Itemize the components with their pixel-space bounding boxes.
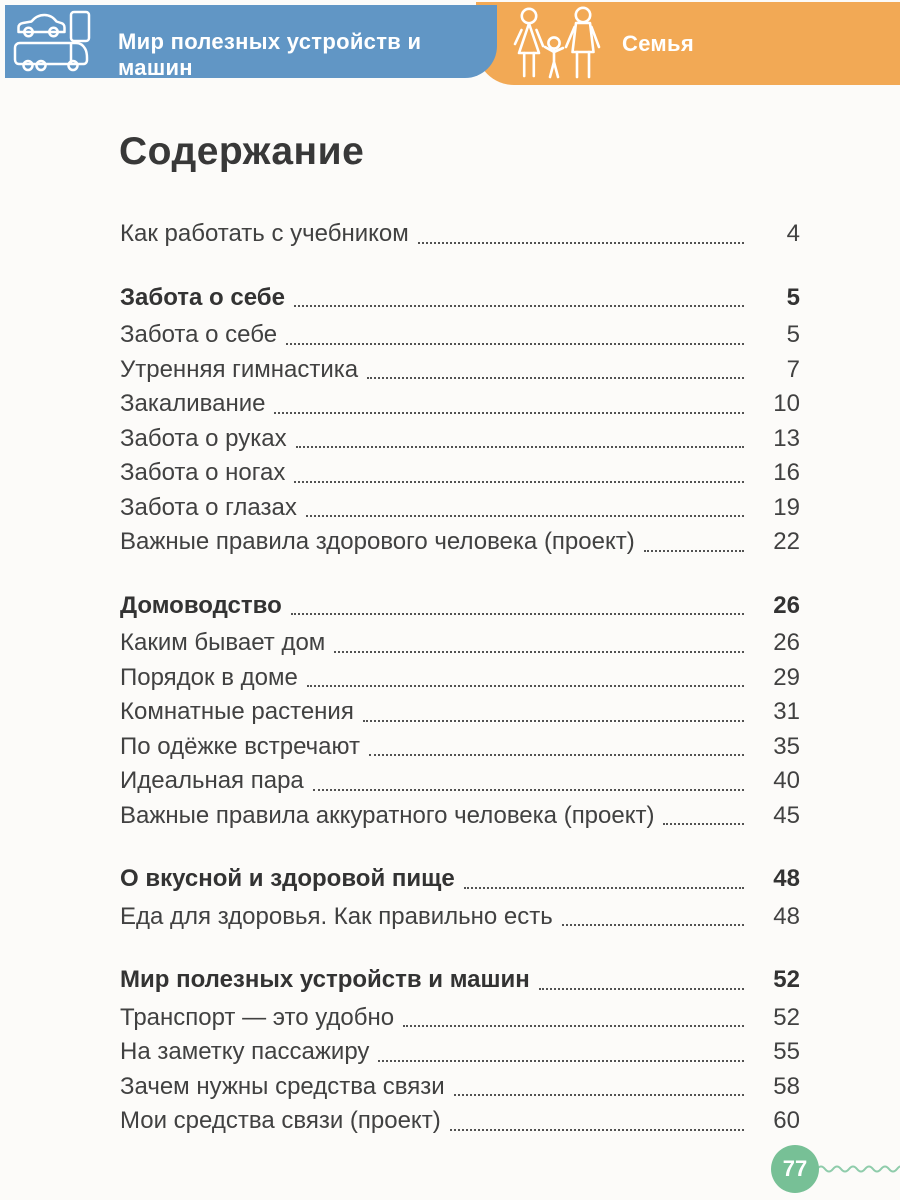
toc-entry-label: Важные правила здорового человека (проект): [120, 528, 635, 555]
toc-entry-page: 29: [773, 663, 800, 691]
page-title: Содержание: [119, 130, 365, 173]
smartphone-icon: [69, 10, 91, 43]
toc-entry-label: Домоводство: [120, 591, 282, 619]
dot-leader: [291, 613, 744, 615]
toc-entry-page: 52: [773, 966, 800, 993]
toc-entry-page: 45: [773, 801, 800, 829]
dot-leader: [644, 550, 744, 552]
toc-entry-page: 40: [773, 767, 800, 794]
toc-entry-label: Забота о руках: [120, 424, 287, 452]
toc-entry-label: Забота о себе: [120, 321, 278, 348]
header-left-tab: [5, 5, 497, 78]
toc-entry-label: Мои средства связи (проект): [120, 1107, 441, 1134]
toc-entry-label: Зачем нужны средства связи: [120, 1072, 445, 1100]
toc-row: [120, 1070, 800, 1105]
dot-leader: [306, 515, 744, 517]
toc-row: [120, 963, 800, 998]
header-right-tab: [476, 2, 900, 85]
header-left-label: Мир полезных устройств и машин: [118, 29, 422, 80]
dot-leader: [454, 1094, 744, 1096]
toc-entry-label: По одёжке встречают: [120, 732, 360, 760]
toc-entry-page: 13: [773, 424, 800, 452]
toc-row: [120, 900, 800, 935]
toc-row: [120, 387, 800, 422]
toc-entry-label: Забота о ногах: [120, 459, 286, 486]
toc-entry-page: 22: [773, 528, 800, 555]
dot-leader: [539, 988, 744, 990]
toc-entry-page: 16: [773, 459, 800, 486]
toc-row: [120, 318, 800, 353]
toc-entry-label: Важные правила аккуратного человека (проект): [120, 801, 655, 829]
toc-entry-label: Каким бывает дом: [120, 629, 326, 656]
toc-entry-label: Идеальная пара: [120, 767, 304, 794]
toc-row: [120, 525, 800, 560]
toc-entry-page: 31: [773, 698, 800, 725]
toc-entry-label: Утренняя гимнастика: [120, 355, 359, 383]
toc-row: [120, 353, 800, 388]
toc-entry-page: 10: [773, 390, 800, 417]
wavy-line-decoration: [816, 1161, 900, 1176]
dot-leader: [294, 305, 744, 307]
toc-row: [120, 661, 800, 696]
toc-row: [120, 764, 800, 799]
dot-leader: [334, 651, 744, 653]
toc-entry-label: Комнатные растения: [120, 698, 354, 725]
dot-leader: [307, 685, 744, 687]
toc-entry-label: На заметку пассажиру: [120, 1038, 370, 1065]
dot-leader: [562, 924, 744, 926]
dot-leader: [663, 823, 744, 825]
page-number: 77: [782, 1156, 808, 1181]
toc-entry-page: 48: [773, 865, 800, 892]
toc-entry-label: Забота о глазах: [120, 493, 297, 521]
dot-leader: [367, 377, 744, 379]
toc-entry-page: 48: [773, 902, 800, 930]
toc-entry-page: 35: [773, 732, 800, 760]
toc-entry-page: 26: [773, 591, 800, 619]
toc-entry-page: 5: [786, 283, 800, 311]
dot-leader: [274, 412, 744, 414]
toc-row: [120, 695, 800, 730]
toc-entry-page: 55: [773, 1038, 800, 1065]
dot-leader: [363, 720, 744, 722]
toc-row: [120, 862, 800, 897]
car-icon: [15, 11, 67, 38]
header-right-label: Семья: [622, 31, 694, 56]
page-number-badge: [771, 1145, 819, 1193]
toc-entry-label: О вкусной и здоровой пище: [120, 865, 455, 892]
toc-entry-label: Еда для здоровья. Как правильно есть: [120, 902, 553, 930]
dot-leader: [286, 343, 744, 345]
toc-entry-page: 60: [773, 1107, 800, 1134]
toc-row: [120, 589, 800, 624]
toc-row: [120, 491, 800, 526]
dot-leader: [464, 887, 744, 889]
toc-row: [120, 217, 800, 252]
family-icon: [508, 6, 612, 82]
toc-entry-label: Закаливание: [120, 390, 266, 417]
toc-row: [120, 1104, 800, 1139]
toc-entry-label: Порядок в доме: [120, 663, 298, 691]
toc-entry-page: 26: [773, 629, 800, 656]
toc-entry-label: Мир полезных устройств и машин: [120, 966, 530, 993]
toc-entry-page: 4: [786, 220, 800, 247]
toc-entry-page: 19: [773, 493, 800, 521]
toc-entry-label: Как работать с учебником: [120, 220, 409, 247]
dot-leader: [369, 754, 744, 756]
dot-leader: [296, 446, 744, 448]
dot-leader: [418, 242, 744, 244]
toc-entry-page: 7: [786, 355, 800, 383]
transport-icon-cluster: [13, 8, 103, 76]
toc-row: [120, 626, 800, 661]
toc-row: [120, 799, 800, 834]
toc-list: [120, 217, 800, 1139]
toc-entry-page: 52: [773, 1003, 800, 1031]
dot-leader: [403, 1025, 744, 1027]
dot-leader: [313, 789, 744, 791]
toc-row: [120, 422, 800, 457]
dot-leader: [378, 1060, 744, 1062]
dot-leader: [450, 1129, 744, 1131]
toc-row: [120, 1035, 800, 1070]
toc-entry-page: 58: [773, 1072, 800, 1100]
toc-row: [120, 281, 800, 316]
toc-entry-label: Транспорт — это удобно: [120, 1003, 395, 1031]
toc-entry-page: 5: [786, 321, 800, 348]
toc-row: [120, 730, 800, 765]
dot-leader: [294, 481, 744, 483]
bus-icon: [13, 41, 89, 74]
toc-entry-label: Забота о себе: [120, 283, 285, 311]
toc-row: [120, 1001, 800, 1036]
toc-row: [120, 456, 800, 491]
